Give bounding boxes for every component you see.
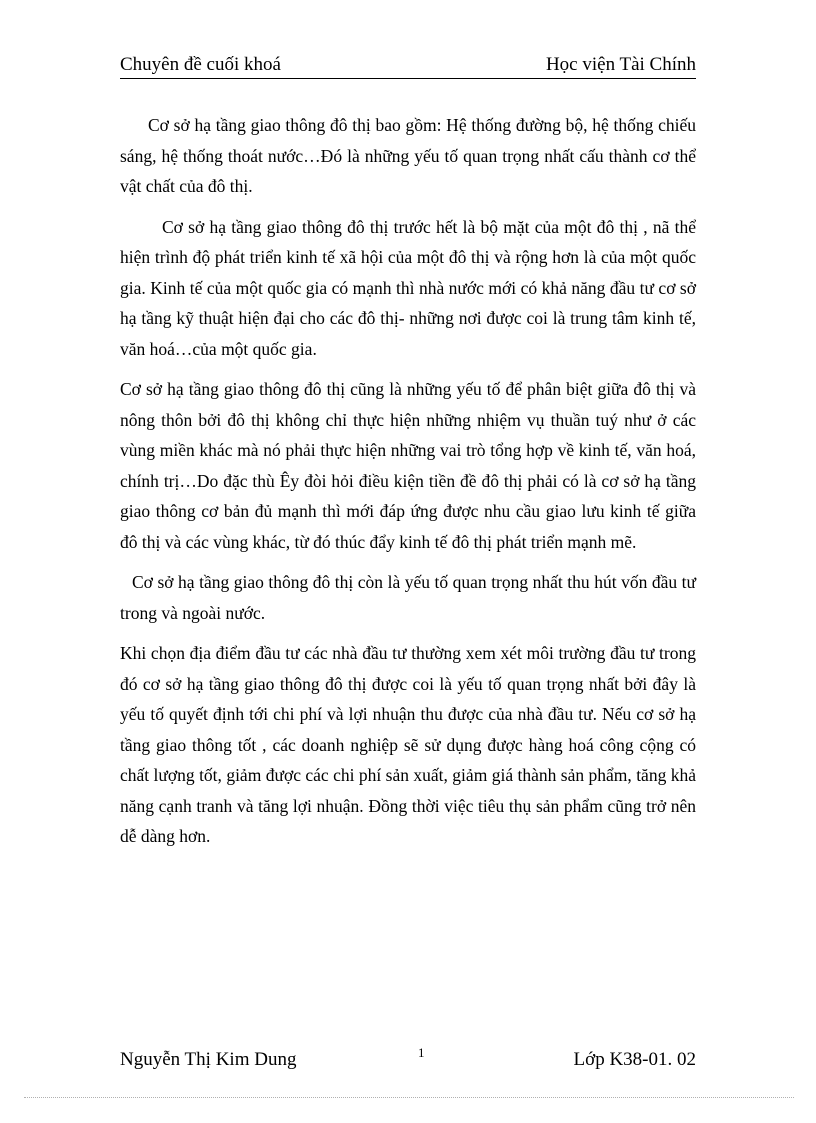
paragraph-5: Khi chọn địa điểm đầu tư các nhà đầu tư thường xem xét môi trường đầu tư trong đó cơ sở hạ tầng giao thông đô thị được coi là yếu tố quan trọng nhất bởi đây là yếu tố quyết định tới chi phí và lợi nhuận thu được của nhà đầu tư. Nếu cơ sở hạ tầng giao thông tốt , các doanh nghiệp sẽ sử dụng được hàng hoá công cộng có chất lượng tốt, giảm được các chi phí sản xuất, giảm giá thành sản phẩm, tăng khả năng cạnh tranh và tăng lợi nhuận. Đồng thời việc tiêu thụ sản phẩm cũng trở nên dễ dàng hơn. [120,643,696,846]
page-header [120,52,696,79]
page-footer [120,1045,696,1073]
document-body [120,110,696,862]
paragraph-3: Cơ sở hạ tầng giao thông đô thị cũng là những yếu tố để phân biệt giữa đô thị và nông thôn bởi đô thị không chỉ thực hiện những nhiệm vụ thuần tuý như ở các vùng miền khác mà nó phải thực hiện những vai trò tổng hợp về kinh tế, văn hoá, chính trị…Do đặc thù Êy đòi hỏi điều kiện tiền đề đô thị phải có là cơ sở hạ tầng giao thông cơ bản đủ mạnh thì mới đáp ứng được nhu cầu giao lưu kinh tế giữa đô thị và các vùng khác, từ đó thúc đẩy kinh tế đô thị phát triển mạnh mẽ. [120,379,696,552]
footer-author: Nguyễn Thị Kim Dung [120,1049,297,1070]
page-bottom-divider [24,1097,794,1098]
header-title: Chuyên đề cuối khoá [120,54,281,75]
header-institution: Học viện Tài Chính [545,54,696,75]
paragraph-1: Cơ sở hạ tầng giao thông đô thị bao gồm: Hệ thống đường bộ, hệ thống chiếu sáng, hệ thống thoát nước…Đó là những yếu tố quan trọng nhất cấu thành cơ thể vật chất của đô thị. [120,115,696,196]
paragraph-4: Cơ sở hạ tầng giao thông đô thị còn là yếu tố quan trọng nhất thu hút vốn đầu tư trong và ngoài nước. [120,572,696,623]
paragraph-2: Cơ sở hạ tầng giao thông đô thị trước hết là bộ mặt của một đô thị , nã thể hiện trình độ phát triển kinh tế xã hội của một đô thị và rộng hơn là của một quốc gia. Kinh tế của một quốc gia có mạnh thì nhà nước mới có khả năng đầu tư cơ sở hạ tầng kỹ thuật hiện đại cho các đô thị- những nơi được coi là trung tâm kinh tế, văn hoá…của một quốc gia. [120,216,696,359]
footer-class: Lớp K38-01. 02 [573,1049,696,1070]
page-number: 1 [418,1045,425,1060]
